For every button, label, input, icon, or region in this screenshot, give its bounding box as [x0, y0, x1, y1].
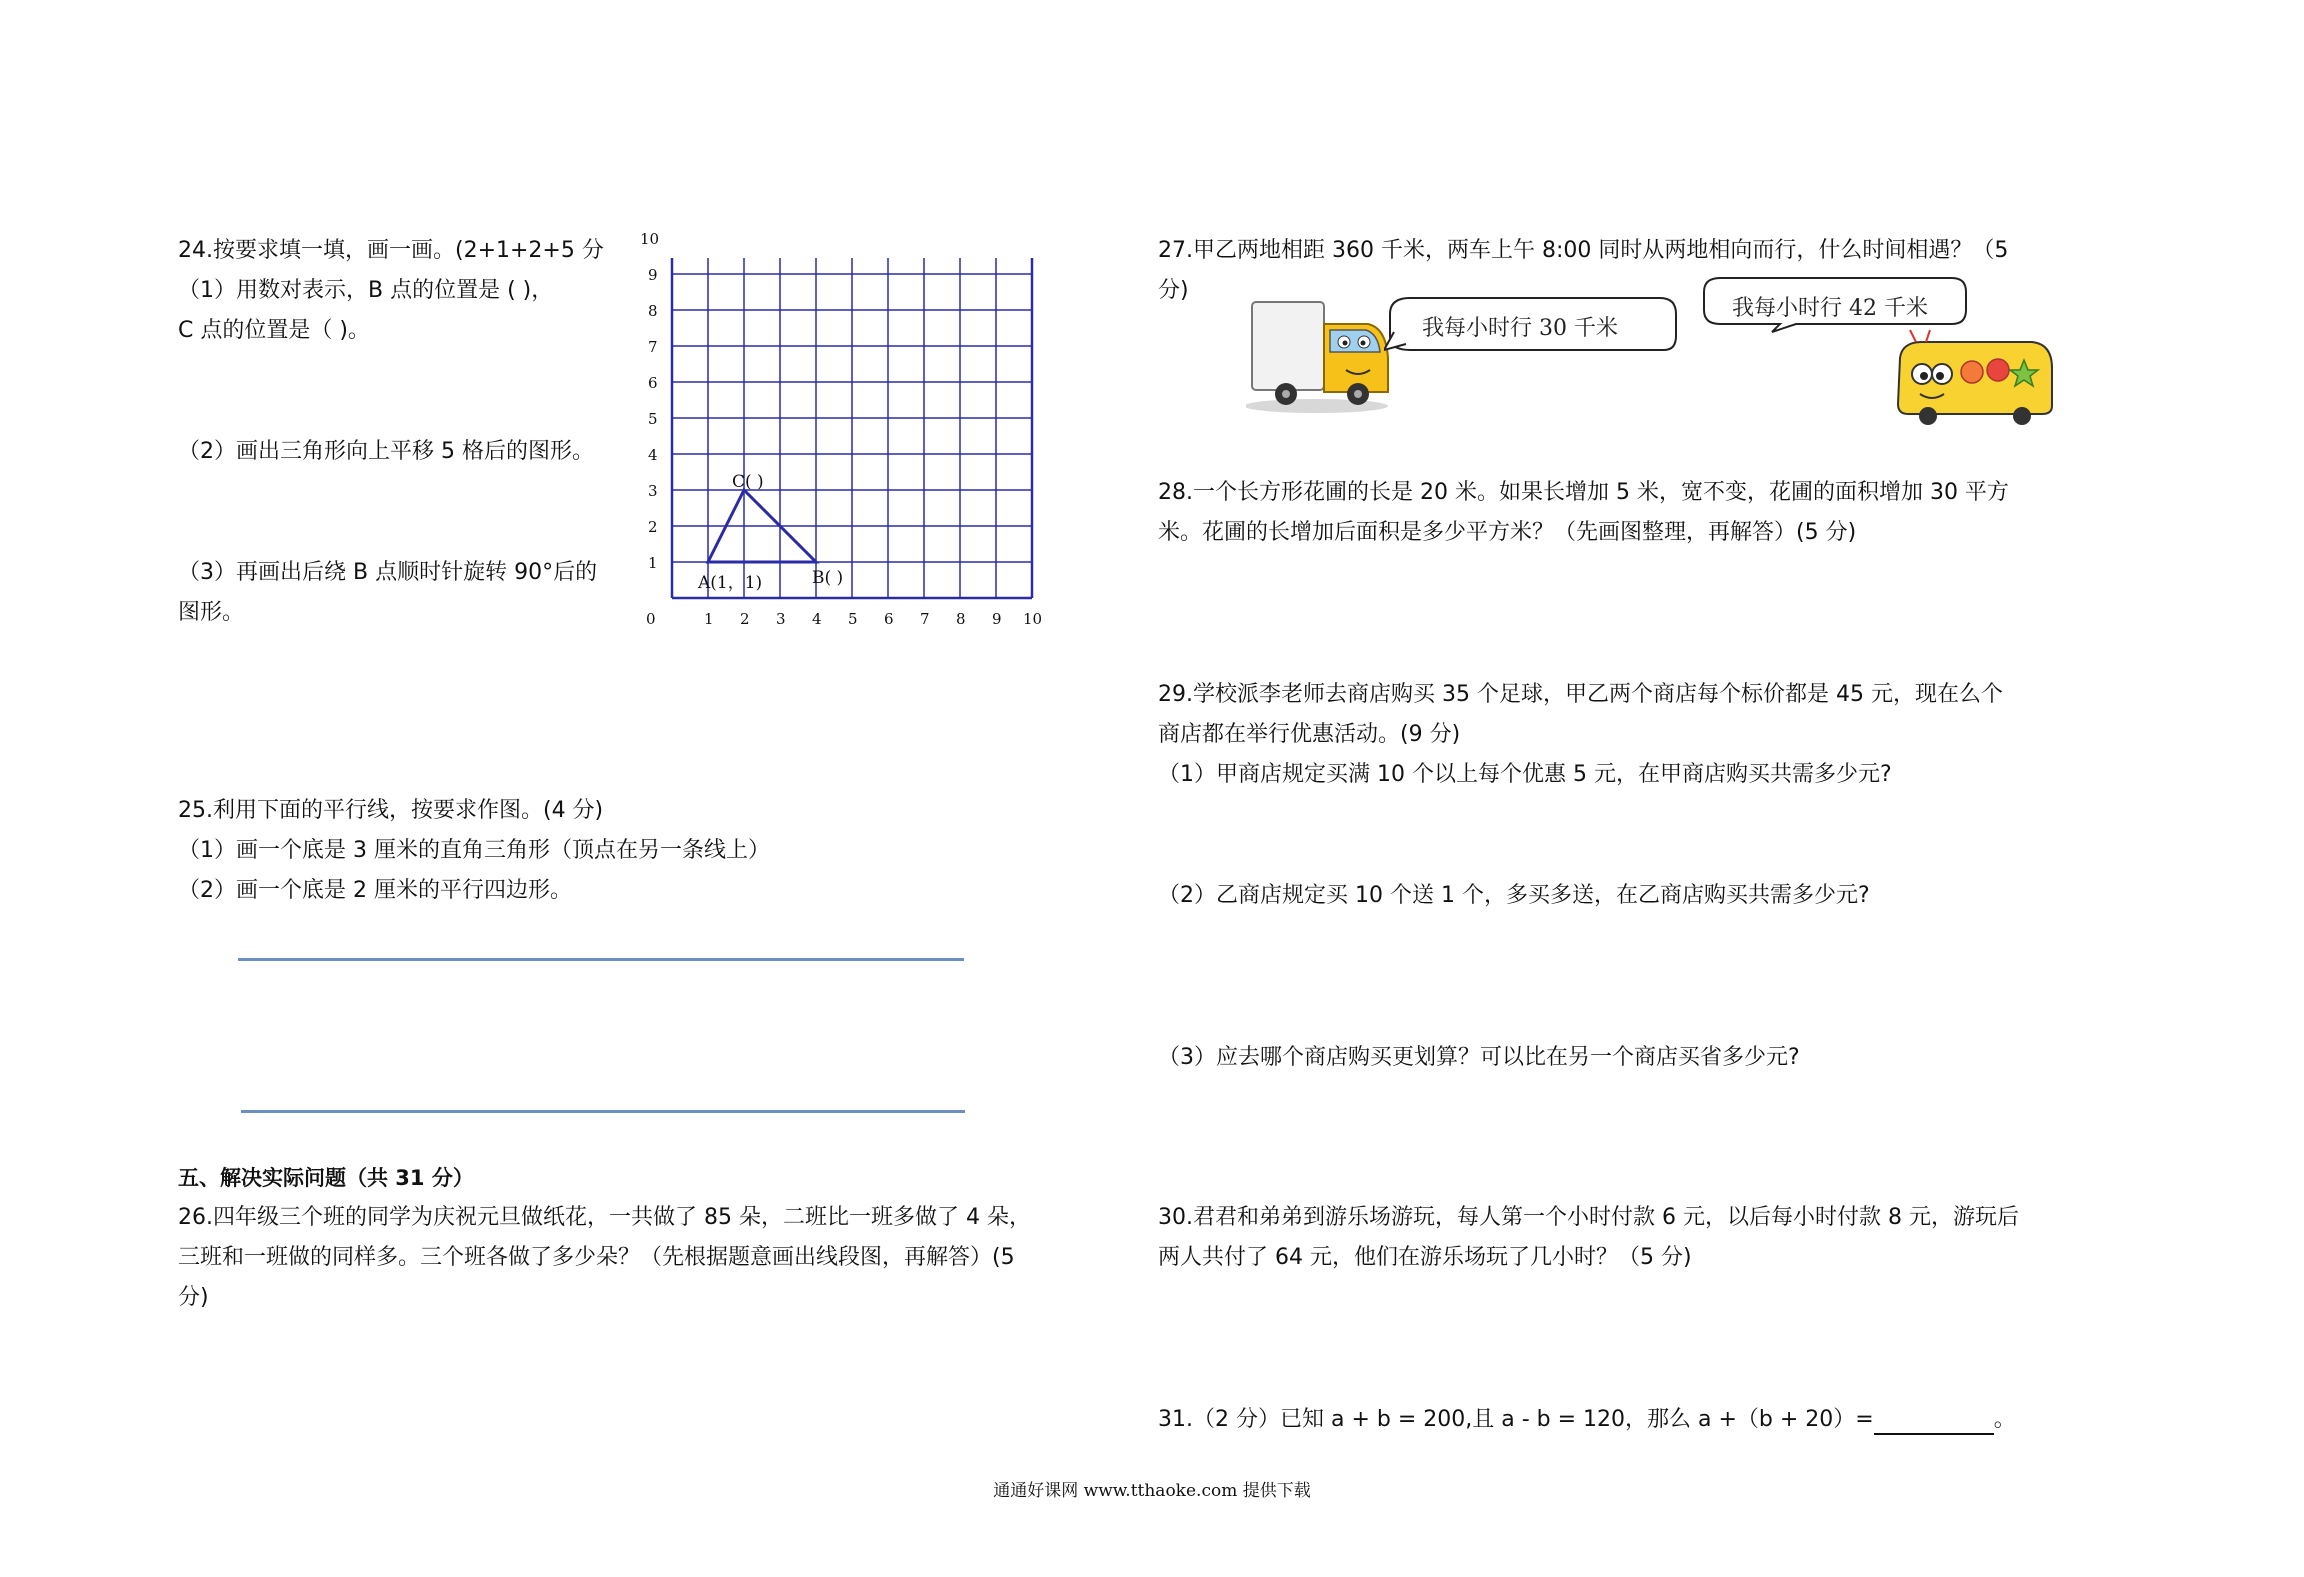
y-tick-label: 5 [648, 410, 658, 428]
q30-line2: 两人共付了 64 元，他们在游乐场玩了几小时？（5 分) [1158, 1245, 1692, 1270]
coordinate-grid [640, 230, 1060, 678]
q31-text: 31.（2 分）已知 a + b = 200,且 a - b = 120，那么 a +（b + 20）= [1158, 1407, 1874, 1432]
y-tick-label: 7 [648, 338, 658, 356]
x-tick-label: 4 [812, 610, 822, 628]
x-tick-label: 9 [992, 610, 1002, 628]
q29-line1: 29.学校派李老师去商店购买 35 个足球，甲乙两个商店每个标价都是 45 元，现在么个 [1158, 682, 2003, 707]
q24-part1-line1: （1）用数对表示，B 点的位置是 ( )， [178, 278, 554, 303]
truck-illustration [1246, 288, 1396, 414]
q25-part1: （1）画一个底是 3 厘米的直角三角形（顶点在另一条线上） [178, 838, 770, 863]
q31-suffix: 。 [1993, 1407, 2016, 1432]
x-tick-label: 1 [704, 610, 714, 628]
y-tick-label: 2 [648, 518, 658, 536]
y-tick-label: 10 [640, 230, 660, 248]
section-title: 五、解决实际问题（共 31 分） [178, 1166, 474, 1190]
q29-part2: （2）乙商店规定买 10 个送 1 个，多买多送，在乙商店购买共需多少元? [1158, 883, 1870, 908]
y-tick-label: 1 [648, 554, 658, 572]
x-tick-label: 7 [920, 610, 930, 628]
q24-part1-line2: C 点的位置是（ )。 [178, 318, 370, 343]
page-footer: 通通好课网 www.tthaoke.com 提供下载 [993, 1481, 1311, 1501]
y-tick-label: 9 [648, 266, 658, 284]
y-tick-label: 8 [648, 302, 658, 320]
point-label-c: C( ) [732, 472, 764, 492]
q26-line2: 三班和一班做的同样多。三个班各做了多少朵？（先根据题意画出线段图，再解答）(5 [178, 1245, 1015, 1270]
x-tick-label: 2 [740, 610, 750, 628]
parallel-line-top [238, 958, 964, 961]
q31 [1158, 1405, 2016, 1435]
y-tick-label: 3 [648, 482, 658, 500]
speech-bubble-1-text: 我每小时行 30 千米 [1422, 316, 1618, 341]
parallel-line-bottom [241, 1110, 965, 1113]
x-tick-label: 3 [776, 610, 786, 628]
q26-line1: 26.四年级三个班的同学为庆祝元旦做纸花，一共做了 85 朵，二班比一班多做了 4 朵， [178, 1205, 1031, 1230]
y-tick-label: 4 [648, 446, 658, 464]
q25-title: 25.利用下面的平行线，按要求作图。(4 分) [178, 798, 604, 823]
speech-bubble-2-text: 我每小时行 42 千米 [1732, 296, 1928, 321]
x-tick-label: 0 [646, 610, 656, 628]
q31-answer-blank[interactable] [1874, 1411, 1994, 1435]
q24-part3-line1: （3）再画出后绕 B 点顺时针旋转 90°后的 [178, 560, 598, 585]
q26-line3: 分) [178, 1285, 209, 1310]
q29-part1: （1）甲商店规定买满 10 个以上每个优惠 5 元，在甲商店购买共需多少元? [1158, 762, 1892, 787]
q24-part3-line2: 图形。 [178, 600, 245, 625]
q27-line2: 分) [1158, 278, 1189, 303]
q25-part2: （2）画一个底是 2 厘米的平行四边形。 [178, 878, 572, 903]
q29-line2: 商店都在举行优惠活动。(9 分) [1158, 722, 1461, 747]
bus-illustration [1892, 328, 2056, 428]
q30-line1: 30.君君和弟弟到游乐场游玩，每人第一个小时付款 6 元，以后每小时付款 8 元，游玩后 [1158, 1205, 2019, 1230]
q24-title: 24.按要求填一填，画一画。(2+1+2+5 分 [178, 238, 604, 263]
q27-line1: 27.甲乙两地相距 360 千米，两车上午 8:00 同时从两地相向而行，什么时间相遇？（5 [1158, 238, 2009, 263]
x-tick-label: 8 [956, 610, 966, 628]
x-tick-label: 10 [1023, 610, 1043, 628]
x-tick-label: 6 [884, 610, 894, 628]
y-tick-label: 6 [648, 374, 658, 392]
x-tick-label: 5 [848, 610, 858, 628]
q29-part3: （3）应去哪个商店购买更划算？可以比在另一个商店买省多少元? [1158, 1045, 1800, 1070]
q28-line2: 米。花圃的长增加后面积是多少平方米？（先画图整理，再解答）(5 分) [1158, 520, 1857, 545]
point-label-b: B( ) [812, 568, 844, 588]
point-label-a: A(1，1) [698, 573, 763, 593]
q28-line1: 28.一个长方形花圃的长是 20 米。如果长增加 5 米，宽不变，花圃的面积增加 30 平方 [1158, 480, 2009, 505]
q24-part2: （2）画出三角形向上平移 5 格后的图形。 [178, 439, 594, 464]
